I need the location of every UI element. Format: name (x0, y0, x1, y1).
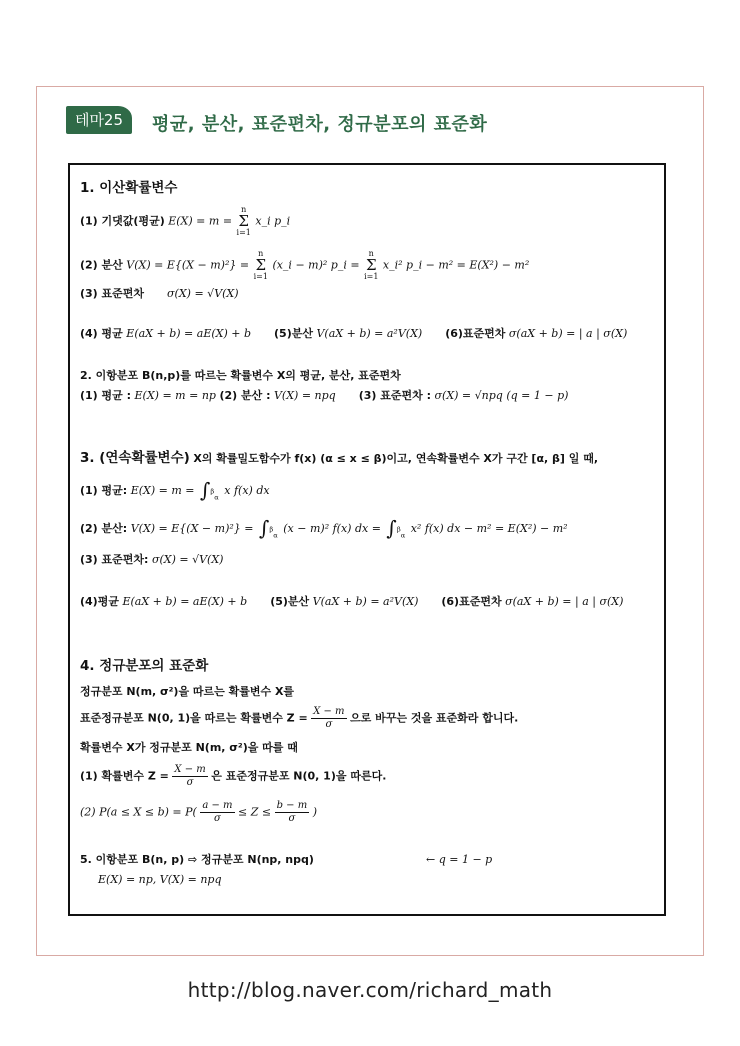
s1-l5-formula: V(aX + b) = a²V(X) (316, 327, 423, 340)
s1-l2-formula-c: x_i² p_i − m² = E(X²) − m² (382, 258, 530, 272)
s3-l1-formula-a: E(X) = m = (130, 483, 198, 497)
s3-l6-label: (6)표준편차 (441, 595, 502, 608)
s3-title-b: X의 확률밀도함수가 f(x) (α ≤ x ≤ β)이고, 연속확률변수 X가 구간 [α, β] 일 때, (193, 452, 599, 465)
integral-symbol: ∫$^\beta_\alpha$ (200, 478, 219, 502)
s3-l2-formula-a: V(X) = E{(X − m)²} = (130, 521, 257, 535)
s4-p2-a: 표준정규분포 N(0, 1)을 따르는 확률변수 Z = (80, 711, 308, 725)
s4-p2-b: 으로 바꾸는 것을 표준화라 합니다. (350, 711, 519, 725)
s3-l2-label: (2) 분산: (80, 521, 128, 535)
z-fraction: $\frac{X - m}{\sigma}$ (174, 764, 206, 788)
s2-l3-formula: σ(X) = √npq (q = 1 − p) (434, 389, 569, 402)
s1-l2-formula-a: V(X) = E{(X − m)²} = (126, 258, 253, 272)
s3-l4-label: (4)평균 (80, 595, 119, 608)
s3-l1-label: (1) 평균: (80, 483, 128, 497)
s3-l4-formula: E(aX + b) = aE(X) + b (122, 595, 248, 608)
s1-l3-formula: σ(X) = √V(X) (167, 287, 239, 300)
s4-para-3: 확률변수 X가 정규분포 N(m, σ²)을 따를 때 (80, 741, 298, 754)
s4-para-2 (80, 706, 518, 731)
sum-symbol: n Σ i=1 (253, 249, 268, 281)
s4-line-2 (80, 800, 317, 825)
section-4-title: 4. 정규분포의 표준화 (80, 658, 209, 674)
s4-l2-b: ) (312, 805, 318, 819)
s1-line-1 (80, 206, 290, 237)
s1-l2-label: (2) 분산 (80, 258, 123, 272)
s4-l1-a: (1) 확률변수 Z = (80, 769, 169, 783)
s4-l2-a: (2) P(a ≤ X ≤ b) = P( (80, 805, 197, 819)
b-fraction: $\frac{b - m}{\sigma}$ (276, 800, 308, 824)
s2-l3-label: (3) 표준편차 : (358, 389, 432, 402)
s3-line-3 (80, 552, 223, 568)
s1-line-4 (80, 326, 627, 342)
footer-url[interactable]: http://blog.naver.com/richard_math (187, 978, 553, 1002)
s1-line-3 (80, 286, 239, 302)
theme-badge: 테마25 (66, 106, 132, 134)
s5-note: ← q = 1 − p (426, 853, 493, 866)
sum-symbol: n Σ i=1 (364, 249, 379, 281)
s3-l6-formula: σ(aX + b) = | a | σ(X) (505, 595, 624, 608)
s5-line-2: E(X) = np, V(X) = npq (98, 873, 222, 886)
s1-l1-label: (1) 기댓값(평균) (80, 214, 165, 228)
section-3-title (80, 450, 598, 467)
integral-symbol: ∫$^\beta_\alpha$ (258, 516, 278, 540)
s2-l2-formula: V(X) = npq (273, 389, 336, 402)
page-title: 평균, 분산, 표준편차, 정규분포의 표준화 (152, 114, 488, 135)
s3-l3-label: (3) 표준편차: (80, 553, 149, 566)
s3-title-a: 3. (연속확률변수) (80, 450, 190, 466)
section-5-title: 5. 이항분포 B(n, p) ⇨ 정규분포 N(np, npq) (80, 853, 314, 866)
s2-l2-label: (2) 분산 : (219, 389, 271, 402)
s3-line-2 (80, 518, 568, 540)
section-1-title: 1. 이산확률변수 (80, 180, 178, 196)
s1-l2-formula-b: (x_i − m)² p_i = (272, 258, 364, 272)
s3-line-1 (80, 480, 270, 502)
s3-l5-label: (5)분산 (270, 595, 310, 608)
section-2-title: 2. 이항분포 B(n,p)를 따르는 확률변수 X의 평균, 분산, 표준편차 (80, 369, 401, 382)
s3-l2-formula-b: (x − m)² f(x) dx = (283, 521, 385, 535)
s4-line-1 (80, 764, 386, 789)
s3-l3-formula: σ(X) = √V(X) (151, 553, 224, 566)
s1-l5-label: (5)분산 (274, 327, 313, 340)
s2-l1-label: (1) 평균 : (80, 389, 132, 402)
s3-l2-formula-c: x² f(x) dx − m² = E(X²) − m² (410, 521, 568, 535)
s1-l4-label: (4) 평균 (80, 327, 123, 340)
s1-line-2 (80, 250, 529, 281)
s4-para-1: 정규분포 N(m, σ²)을 따르는 확률변수 X를 (80, 685, 295, 698)
a-fraction: $\frac{a - m}{\sigma}$ (202, 800, 233, 824)
s2-line-1 (80, 388, 568, 404)
s3-l5-formula: V(aX + b) = a²V(X) (312, 595, 419, 608)
sum-symbol: n Σ i=1 (236, 205, 251, 237)
s1-l6-label: (6)표준편차 (445, 327, 506, 340)
s4-l1-b: 은 표준정규분포 N(0, 1)을 따른다. (211, 769, 387, 783)
s1-l6-formula: σ(aX + b) = | a | σ(X) (508, 327, 628, 340)
integral-symbol: ∫$^\beta_\alpha$ (386, 516, 406, 540)
z-fraction: $\frac{X - m}{\sigma}$ (313, 706, 345, 730)
s3-line-4 (80, 594, 623, 610)
s4-l2-mid: ≤ Z ≤ (238, 805, 275, 819)
s1-l1-formula-b: x_i p_i (255, 214, 291, 228)
s1-l4-formula: E(aX + b) = aE(X) + b (126, 327, 252, 340)
s1-l3-label: (3) 표준편차 (80, 287, 145, 300)
s2-l1-formula: E(X) = m = np (134, 389, 216, 402)
s1-l1-formula-a: E(X) = m = (168, 214, 236, 228)
s3-l1-formula-b: x f(x) dx (224, 483, 270, 497)
